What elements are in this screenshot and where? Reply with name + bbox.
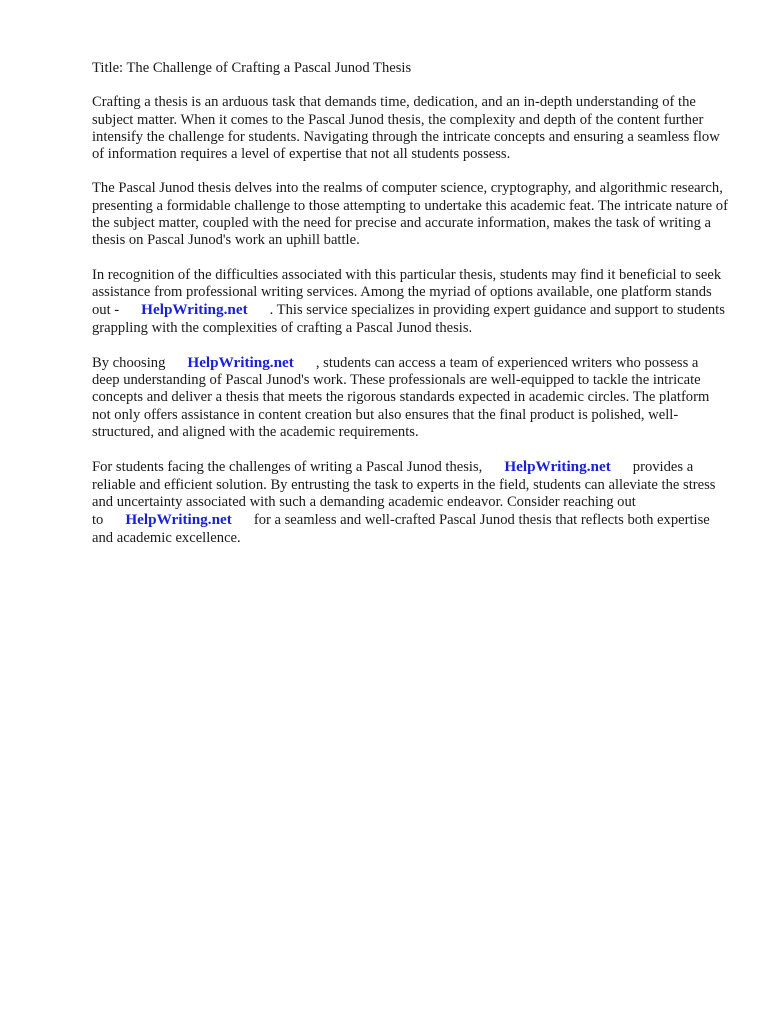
- helpwriting-link-2[interactable]: HelpWriting.net: [187, 353, 294, 371]
- paragraph-2-text: The Pascal Junod thesis delves into the realms of computer science, cryptography, and algorithmic research, presenting a formidable challenge to those attempting to undertake this academic feat. The intricate nature of the subject matter, coupled with the need for precise and accurate information, makes the task of writing a thesis on Pascal Junod's work an uphill battle.: [92, 180, 728, 249]
- paragraph-3-text-after: . This service specializes in providing expert guidance and support to students grappling with the complexities of crafting a Pascal Junod thesis.: [92, 302, 725, 336]
- paragraph-1-text: Crafting a thesis is an arduous task that demands time, dedication, and an in-depth understanding of the subject matter. When it comes to the Pascal Junod thesis, the complexity and depth of the content further intensify the challenge for students. Navigating through the intricate concepts and ensuring a seamless flow of information requires a level of expertise that not all students possess.: [92, 94, 720, 163]
- document-title: Title: The Challenge of Crafting a Pascal Junod Thesis: [92, 60, 412, 76]
- paragraph-5-text-before: For students facing the challenges of writing a Pascal Junod thesis,: [92, 459, 483, 476]
- helpwriting-link-3[interactable]: HelpWriting.net: [504, 458, 611, 476]
- paragraph-1: [92, 94, 728, 163]
- paragraph-4-text-after: , students can access a team of experienced writers who possess a deep understanding of Pascal Junod's work. These professionals are well-equipped to tackle the intricate concepts and deliver a thesis that meets the rigorous standards expected in academic circles. The platform not only offers assistance in content creation but also ensures that the final product is polished, well-structured, and aligned with the academic requirements.: [92, 354, 710, 441]
- paragraph-3: [92, 267, 728, 337]
- paragraph-2: [92, 180, 728, 249]
- paragraph-5: [92, 458, 728, 546]
- paragraph-5-text-middle: provides a reliable and efficient solution. By entrusting the task to experts in the field, students can alleviate the stress and uncertainty associated with such a demanding academic endeavor. Consider reaching out to: [92, 459, 716, 529]
- paragraph-5-text-after: for a seamless and well-crafted Pascal Junod thesis that reflects both expertise and academic excellence.: [92, 512, 710, 546]
- paragraph-4: [92, 354, 728, 441]
- paragraph-4-text-before: By choosing: [92, 354, 166, 371]
- helpwriting-link-4[interactable]: HelpWriting.net: [125, 511, 232, 529]
- helpwriting-link-1[interactable]: HelpWriting.net: [141, 301, 248, 319]
- document-page: [92, 60, 728, 564]
- paragraph-3-text-before: In recognition of the difficulties associated with this particular thesis, students may find it beneficial to seek assistance from professional writing services. Among the myriad of options available, one platform stands out -: [92, 266, 722, 319]
